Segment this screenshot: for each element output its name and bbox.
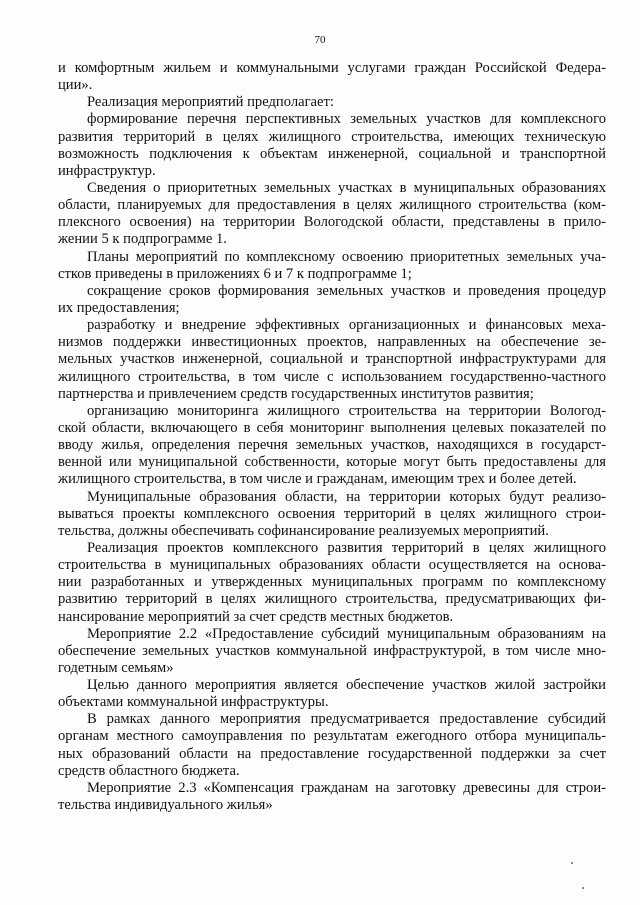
text-line: строительства в муниципальных образованиях области осуществляется на основа- (58, 557, 606, 574)
text-line: органам местного самоуправления по результатам ежегодного отбора муниципаль- (58, 728, 606, 745)
text-line: инфраструктур. (58, 162, 156, 179)
text-line: ской области, включающего в себя мониторинг выполнения целевых показателей по (58, 419, 606, 436)
page-number: 70 (314, 34, 326, 46)
text-line: и комфортным жильем и коммунальными услугами граждан Российской Федера- (58, 60, 606, 76)
text-line: партнерства и привлечением средств государственных институтов развития; (58, 385, 534, 402)
text-line: мельных участков инженерной, социальной и транспортной инфраструктурами для (58, 351, 606, 368)
text-line: области, планируемых для предоставления в целях жилищного строительства (ком- (58, 197, 606, 214)
text-line: Сведения о приоритетных земельных участках в муниципальных образованиях (87, 179, 606, 196)
text-line: обеспечение земельных участков коммунальной инфраструктурой, в том числе мно- (58, 642, 606, 659)
text-line: плексного освоения) на территории Вологодской области, представлены в прило- (58, 214, 606, 231)
text-line: Реализация мероприятий предполагает: (87, 94, 334, 111)
text-line: тельства, должны обеспечивать софинансирование реализуемых мероприятий. (58, 522, 549, 539)
text-line: годетным семьям» (58, 659, 174, 676)
text-line: низмов поддержки инвестиционных проектов, направленных на обеспечение зе- (58, 334, 606, 351)
text-line: Реализация проектов комплексного развития территорий в целях жилищного (87, 539, 606, 556)
text-line: нии разработанных и утвержденных муниципальных программ по комплексному (58, 574, 606, 591)
text-line: ных образований области на предоставление государственной поддержки за счет (58, 745, 606, 762)
text-line: объектами коммунальной инфраструктуры. (58, 694, 329, 711)
text-line: разработку и внедрение эффективных организационных и финансовых меха- (87, 317, 606, 334)
text-line: Муниципальные образования области, на территории которых будут реализо- (87, 488, 606, 505)
text-line: развитию территорий в целях жилищного строительства, предусматривающих фи- (58, 591, 606, 608)
text-line: жилищного строительства, в том числе и гражданам, имеющим трех и более детей. (58, 471, 577, 488)
text-line: развития территорий в целях жилищного строительства, имеющих техническую (58, 128, 606, 145)
text-line: возможность подключения к объектам инженерной, социальной и транспортной (58, 145, 606, 162)
text-line: ции». (58, 77, 93, 94)
text-line: организацию мониторинга жилищного строительства на территории Вологод- (87, 402, 606, 419)
text-line: вываться проекты комплексного освоения территорий в целях жилищного строи- (58, 505, 606, 522)
text-line: венной или муниципальной собственности, которые могут быть предоставлены для (58, 454, 606, 471)
text-line: жении 5 к подпрограмме 1. (58, 231, 227, 248)
text-line: вводу жилья, определения перечня земельных участков, находящихся в государст- (58, 437, 606, 454)
text-line: Мероприятие 2.2 «Предоставление субсидий муниципальным образованиям на (87, 625, 606, 642)
text-line: Мероприятие 2.3 «Компенсация гражданам на заготовку древесины для строи- (87, 779, 606, 796)
scan-speck (571, 862, 573, 864)
text-line: их предоставления; (58, 299, 180, 316)
text-line: стков приведены в приложениях 6 и 7 к подпрограмме 1; (58, 265, 412, 282)
text-line: нансирование мероприятий за счет средств местных бюджетов. (58, 608, 454, 625)
text-line: сокращение сроков формирования земельных участков и проведения процедур (87, 282, 606, 299)
body-text (58, 60, 606, 814)
text-line: Планы мероприятий по комплексному освоению приоритетных земельных уча- (87, 248, 606, 265)
text-line: средств областного бюджета. (58, 762, 240, 779)
text-line: жилищного строительства, в том числе с использованием государственно-частного (58, 368, 606, 385)
text-line: тельства индивидуального жилья» (58, 797, 273, 814)
text-line: В рамках данного мероприятия предусматривается предоставление субсидий (87, 711, 606, 728)
scan-speck (582, 887, 584, 889)
text-line: Целью данного мероприятия является обеспечение участков жилой застройки (87, 677, 606, 694)
text-line: формирование перечня перспективных земельных участков для комплексного (87, 111, 606, 128)
